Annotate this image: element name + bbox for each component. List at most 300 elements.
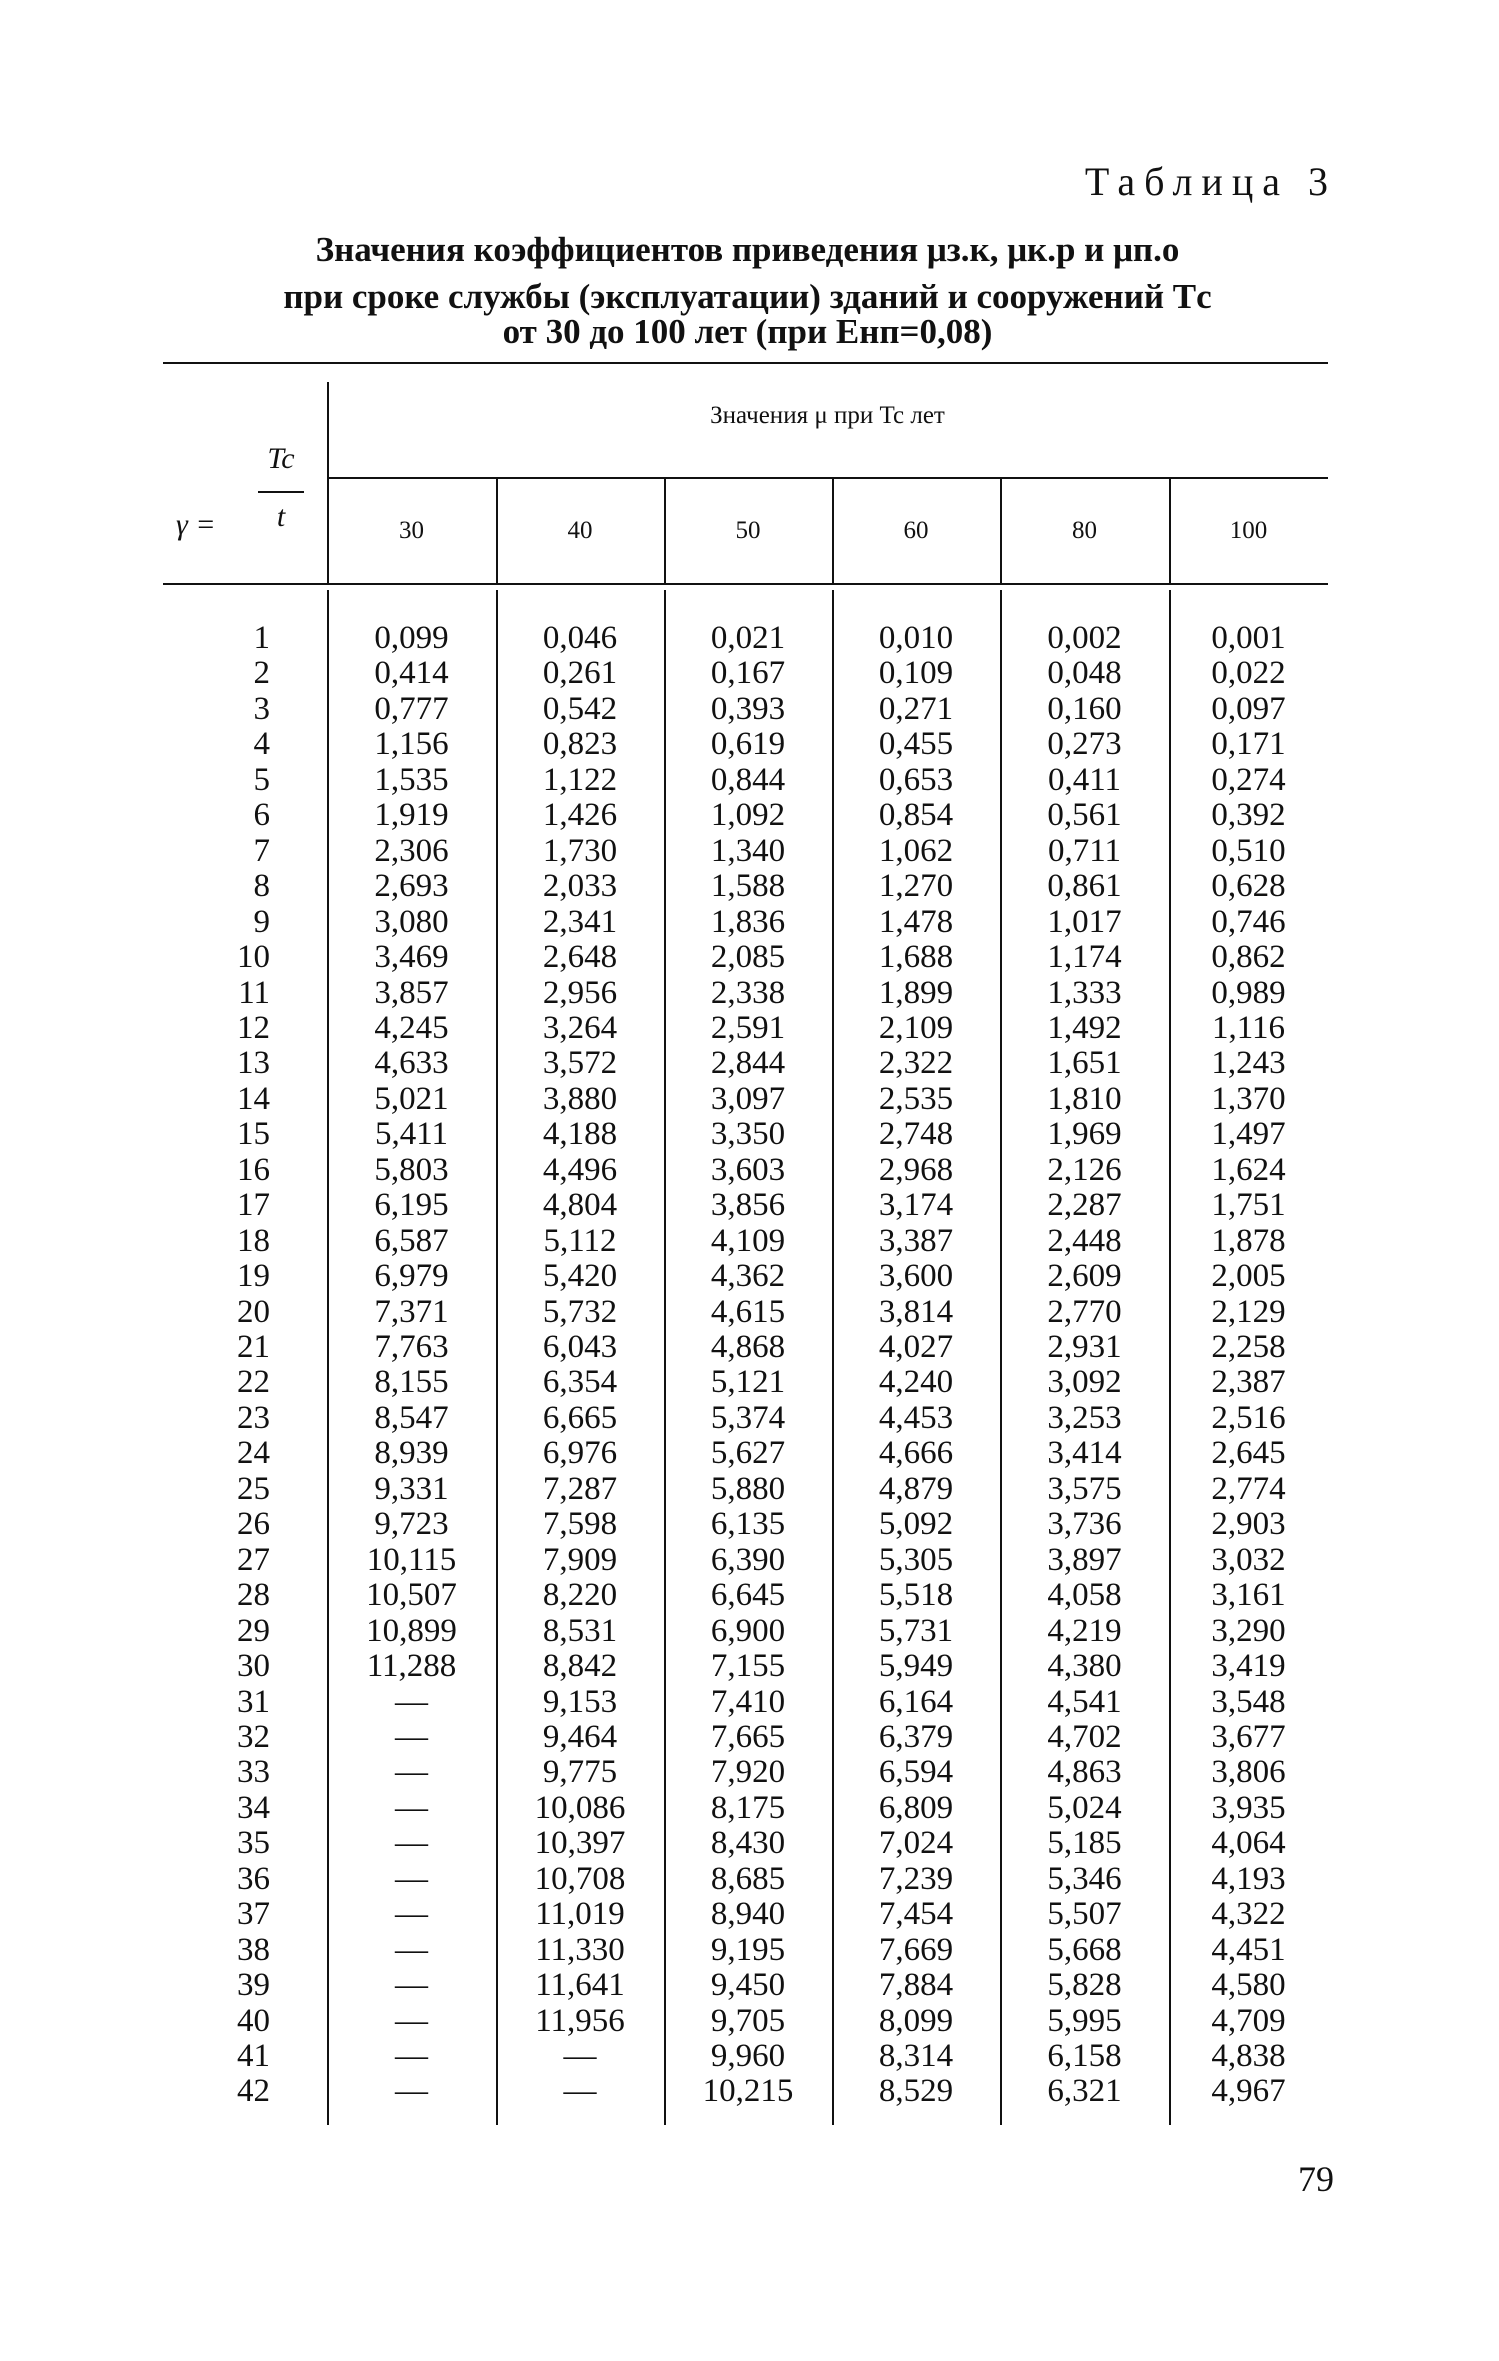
table-cell: 3,603 (710, 1151, 786, 1188)
table-cell: 10,215 (702, 2073, 794, 2110)
table-cell: 4,702 (1047, 1718, 1122, 1755)
table-cell: — (395, 1860, 428, 1897)
table-cell: — (395, 1967, 428, 2004)
gamma-value: 41 (237, 2038, 270, 2074)
table-cell: 7,410 (710, 1683, 786, 1720)
table-cell: 2,516 (1211, 1399, 1286, 1436)
gamma-value: 20 (237, 1293, 270, 1330)
table-cell: 0,160 (1047, 690, 1122, 727)
table-cell: 0,097 (1211, 690, 1286, 727)
table-cell: 1,478 (878, 903, 954, 940)
table-cell: 6,976 (542, 1435, 618, 1472)
table-cell: 8,430 (710, 1825, 786, 1862)
table-cell: 1,751 (1211, 1187, 1286, 1224)
table-cell: 4,541 (1047, 1683, 1122, 1720)
table-cell: 7,024 (878, 1825, 954, 1862)
table-cell: 2,774 (1211, 1470, 1286, 1507)
gamma-value: 27 (237, 1541, 270, 1578)
table-cell: 2,322 (878, 1045, 954, 1082)
table-cell: 6,979 (374, 1258, 449, 1295)
table-cell: 4,219 (1047, 1612, 1122, 1649)
table-cell: 8,175 (710, 1789, 786, 1826)
table-cell: 1,836 (710, 903, 786, 940)
table-cell: 1,017 (1047, 903, 1122, 940)
table-cell: 6,665 (542, 1399, 618, 1436)
table-cell: 4,633 (374, 1045, 449, 1082)
table-cell: 0,171 (1211, 726, 1286, 763)
gamma-value: 10 (237, 939, 270, 976)
table-cell: 6,900 (710, 1612, 786, 1649)
table-cell: 1,122 (542, 761, 618, 798)
table-cell: 6,043 (542, 1329, 618, 1365)
table-cell: 2,448 (1047, 1222, 1122, 1259)
table-cell: 10,397 (534, 1825, 626, 1862)
gamma-value: 13 (237, 1045, 270, 1082)
table-cell: 3,290 (1211, 1612, 1286, 1649)
table-cell: 4,109 (710, 1222, 786, 1259)
table-cell: 0,862 (1211, 939, 1286, 976)
gamma-value: 3 (253, 690, 270, 727)
table-cell: 9,705 (710, 2002, 786, 2039)
table-cell: — (395, 1825, 428, 1862)
table-cell: 4,322 (1211, 1896, 1286, 1933)
gamma-value: 1 (253, 620, 270, 656)
table-cell: 6,379 (878, 1718, 954, 1755)
table-cell: 5,112 (543, 1222, 617, 1259)
table-cell: 2,968 (878, 1151, 954, 1188)
table-cell: 1,174 (1047, 939, 1122, 976)
table-cell: 7,669 (878, 1931, 954, 1968)
table-cell: 4,709 (1211, 2002, 1286, 2039)
table-cell: 0,010 (878, 620, 954, 656)
table-cell: 9,450 (710, 1967, 786, 2004)
table-cell: 8,685 (710, 1860, 786, 1897)
gamma-value: 7 (253, 832, 270, 869)
table-cell: 0,271 (878, 690, 954, 727)
table-cell: 3,575 (1047, 1470, 1122, 1507)
table-cell: 3,677 (1211, 1718, 1286, 1755)
gamma-value: 5 (253, 761, 270, 798)
table-cell: 0,854 (878, 797, 954, 834)
table-cell: 4,451 (1211, 1931, 1286, 1968)
table-cell: — (395, 1683, 428, 1720)
table-cell: 4,245 (374, 1009, 449, 1046)
gamma-value: 40 (237, 2002, 270, 2039)
table-cell: 4,193 (1211, 1860, 1286, 1897)
table-cell: 1,878 (1211, 1222, 1286, 1259)
table-cell: 0,046 (542, 620, 618, 656)
table-cell: 3,387 (878, 1222, 954, 1259)
table-cell: 7,920 (710, 1754, 786, 1791)
gamma-value: 35 (237, 1825, 270, 1862)
column-header-80: 80 (1072, 517, 1097, 544)
table-cell: 0,411 (1047, 761, 1122, 798)
table-cell: 7,287 (542, 1470, 618, 1507)
table-cell: 2,129 (1211, 1293, 1286, 1330)
gamma-value: 37 (237, 1896, 270, 1933)
table-cell: 1,156 (374, 726, 449, 763)
table-cell: 4,027 (878, 1329, 954, 1365)
column-header-60: 60 (903, 517, 929, 544)
table-cell: 4,868 (710, 1329, 786, 1365)
gamma-value: 24 (237, 1435, 270, 1472)
table-cell: 3,092 (1047, 1364, 1122, 1401)
table-cell: 11,288 (366, 1648, 457, 1685)
caption-line-3: от 30 до 100 лет (при Eнп=0,08) (502, 312, 993, 351)
gamma-label: γ = (176, 508, 216, 541)
table-cell: 1,899 (878, 974, 954, 1011)
table-cell: 3,897 (1047, 1541, 1122, 1578)
table-cell: 1,810 (1047, 1080, 1122, 1117)
table-cell: 0,001 (1211, 620, 1286, 656)
table-cell: 0,109 (878, 655, 954, 692)
table-cell: 3,935 (1211, 1789, 1286, 1826)
table-cell: 0,989 (1211, 974, 1286, 1011)
table-cell: 5,420 (542, 1258, 618, 1295)
table-cell: 1,092 (710, 797, 786, 834)
table-cell: 4,058 (1047, 1577, 1122, 1614)
gamma-value: 12 (237, 1009, 270, 1046)
table-cell: 11,019 (535, 1896, 625, 1933)
table-cell: 7,371 (374, 1293, 449, 1330)
table-cell: 2,338 (710, 974, 786, 1011)
table-cell: 1,492 (1047, 1009, 1122, 1046)
table-cell: 4,453 (878, 1399, 954, 1436)
table-cell: 8,314 (878, 2038, 954, 2074)
table-cell: 1,969 (1047, 1116, 1122, 1153)
header-sub-rule (327, 477, 1328, 479)
table-cell: 0,619 (710, 726, 786, 763)
caption-line-1: Значения коэффициентов приведения μз.к, μк.р и μп.о (315, 230, 1180, 269)
table-cell: 9,723 (374, 1506, 449, 1543)
table-cell: 5,092 (878, 1506, 954, 1543)
table-cell: 5,995 (1047, 2002, 1122, 2039)
table-cell: — (395, 2073, 428, 2110)
table-cell: 7,598 (542, 1506, 618, 1543)
table-cell: 5,185 (1047, 1825, 1122, 1862)
table-cell: 2,770 (1047, 1293, 1122, 1330)
table-cell: 6,195 (374, 1187, 449, 1224)
table-cell: 5,803 (374, 1151, 449, 1188)
gamma-value: 23 (237, 1399, 270, 1436)
table-cell: 5,507 (1047, 1896, 1122, 1933)
table-cell: 0,273 (1047, 726, 1122, 763)
table-cell: 11,641 (535, 1967, 625, 2004)
table-cell: 0,628 (1211, 868, 1286, 905)
gamma-value: 16 (237, 1151, 270, 1188)
table-cell: 2,693 (374, 868, 449, 905)
table-cell: — (395, 1789, 428, 1826)
gamma-value: 39 (237, 1967, 270, 2004)
table-cell: 4,666 (878, 1435, 954, 1472)
gamma-value: 32 (237, 1718, 270, 1755)
table-cell: 3,880 (542, 1080, 618, 1117)
table-cell: — (395, 1718, 428, 1755)
table-cell: 4,804 (542, 1187, 618, 1224)
table-cell: 6,390 (710, 1541, 786, 1578)
table-cell: 9,775 (542, 1754, 618, 1791)
table-cell: 0,561 (1047, 797, 1122, 834)
table-cell: 0,099 (374, 620, 449, 656)
table-cell: 6,809 (878, 1789, 954, 1826)
table-cell: 5,374 (710, 1399, 786, 1436)
column-header-100: 100 (1229, 517, 1268, 544)
table-cell: 8,531 (542, 1612, 618, 1649)
table-cell: — (395, 1931, 428, 1968)
table-cell: 10,899 (366, 1612, 457, 1649)
table-cell: 11,330 (535, 1931, 625, 1968)
table-cell: 3,857 (374, 974, 449, 1011)
gamma-value: 28 (237, 1577, 270, 1614)
table-cell: 6,354 (542, 1364, 618, 1401)
table-cell: 6,164 (878, 1683, 954, 1720)
table-cell: 1,497 (1211, 1116, 1286, 1153)
table-cell: 7,884 (878, 1967, 954, 2004)
table-cell: 5,949 (878, 1648, 954, 1685)
table-cell: 4,380 (1047, 1648, 1122, 1685)
table-cell: 4,064 (1211, 1825, 1286, 1862)
table-cell: 8,529 (878, 2073, 954, 2110)
table-cell: 2,931 (1047, 1329, 1122, 1365)
table-cell: 0,414 (374, 655, 449, 692)
table-cell: 4,967 (1211, 2073, 1286, 2110)
table-cell: 0,510 (1211, 832, 1286, 869)
gamma-value: 31 (237, 1683, 270, 1720)
table-cell: 8,220 (542, 1577, 618, 1614)
table-cell: 1,340 (710, 832, 786, 869)
table-cell: 2,748 (878, 1116, 954, 1153)
table-cell: 5,305 (878, 1541, 954, 1578)
table-cell: 3,548 (1211, 1683, 1286, 1720)
table-cell: 4,879 (878, 1470, 954, 1507)
table-cell: 5,411 (374, 1116, 449, 1153)
gamma-value: 22 (237, 1364, 270, 1401)
table-cell: 0,844 (710, 761, 786, 798)
table-cell: 3,174 (878, 1187, 954, 1224)
table-cell: 8,547 (374, 1399, 449, 1436)
table-cell: 2,591 (710, 1009, 786, 1046)
group-header: Значения μ при Tc лет (710, 402, 945, 429)
gamma-value: 25 (237, 1470, 270, 1507)
table-cell: 10,086 (534, 1789, 626, 1826)
table-cell: 2,287 (1047, 1187, 1122, 1224)
table-cell: 3,253 (1047, 1399, 1122, 1436)
table-cell: 1,370 (1211, 1080, 1286, 1117)
gamma-value: 14 (237, 1080, 270, 1117)
table-cell: 5,024 (1047, 1789, 1122, 1826)
table-cell: 0,542 (542, 690, 618, 727)
gamma-value: 30 (237, 1648, 270, 1685)
table-cell: 3,469 (374, 939, 449, 976)
table-cell: 6,321 (1047, 2073, 1122, 2110)
gamma-value: 8 (253, 868, 270, 905)
table-cell: 6,158 (1047, 2038, 1122, 2074)
table-cell: 1,270 (878, 868, 954, 905)
table-cell: 0,823 (542, 726, 618, 763)
column-header-40: 40 (567, 517, 593, 544)
table-cell: 9,195 (710, 1931, 786, 1968)
table-cell: 6,587 (374, 1222, 449, 1259)
table-cell: 2,341 (542, 903, 618, 940)
table-cell: 5,021 (374, 1080, 449, 1117)
table-cell: 8,099 (878, 2002, 954, 2039)
gamma-value: 38 (237, 1931, 270, 1968)
table-cell: 7,239 (878, 1860, 954, 1897)
gamma-value: 2 (253, 655, 270, 692)
table-cell: 0,653 (878, 761, 954, 798)
gamma-value: 33 (237, 1754, 270, 1791)
table-cell: 4,580 (1211, 1967, 1286, 2004)
table-cell: 2,126 (1047, 1151, 1122, 1188)
table-cell: 5,828 (1047, 1967, 1122, 2004)
gamma-denominator: t (276, 500, 286, 533)
table-cell: 0,393 (710, 690, 786, 727)
gamma-value: 42 (237, 2073, 270, 2110)
table-cell: 0,711 (1047, 832, 1122, 869)
table-cell: 1,062 (878, 832, 954, 869)
gamma-fraction-bar (258, 491, 304, 493)
table-cell: 2,387 (1211, 1364, 1286, 1401)
table-cell: 6,135 (710, 1506, 786, 1543)
table-cell: 3,032 (1211, 1541, 1286, 1578)
table-cell: 5,518 (878, 1577, 954, 1614)
column-header-50: 50 (735, 517, 761, 544)
column-rule (327, 382, 329, 583)
table-cell: 9,960 (710, 2038, 786, 2074)
gamma-value: 4 (253, 726, 270, 763)
table-cell: 7,909 (542, 1541, 618, 1578)
gamma-value: 34 (237, 1789, 270, 1826)
table-cell: 0,002 (1047, 620, 1122, 656)
table-cell: — (395, 2002, 428, 2039)
table-cell: 1,535 (374, 761, 449, 798)
table-cell: 0,021 (710, 620, 786, 656)
table-cell: 3,814 (878, 1293, 954, 1330)
table-cell: 1,688 (878, 939, 954, 976)
table-cell: 1,919 (374, 797, 449, 834)
table-cell: 3,350 (710, 1116, 786, 1153)
gamma-value: 17 (237, 1187, 270, 1224)
gamma-value: 11 (238, 974, 270, 1011)
table-cell: 7,155 (710, 1648, 786, 1685)
gamma-value: 26 (237, 1506, 270, 1543)
table-cell: 2,903 (1211, 1506, 1286, 1543)
table-cell: 2,645 (1211, 1435, 1286, 1472)
table-cell: 6,645 (710, 1577, 786, 1614)
table-cell: 2,306 (374, 832, 449, 869)
gamma-value: 6 (253, 797, 270, 834)
table-cell: 8,155 (374, 1364, 449, 1401)
table-cell: 0,392 (1211, 797, 1286, 834)
table-cell: 4,240 (878, 1364, 954, 1401)
table-cell: 1,651 (1047, 1045, 1122, 1082)
gamma-value: 9 (253, 903, 270, 940)
table-cell: 8,842 (542, 1648, 618, 1685)
table-cell: 7,763 (374, 1329, 449, 1365)
table-cell: 1,730 (542, 832, 618, 869)
table-cell: 0,261 (542, 655, 618, 692)
table-cell: 10,708 (534, 1860, 626, 1897)
table-cell: 4,496 (542, 1151, 618, 1188)
table-cell: 8,939 (374, 1435, 449, 1472)
table-cell: 1,426 (542, 797, 618, 834)
table-cell: 3,080 (374, 903, 449, 940)
table-cell: 1,624 (1211, 1151, 1286, 1188)
table-top-rule (163, 362, 1328, 364)
table-cell: 3,736 (1047, 1506, 1122, 1543)
table-cell: 2,033 (542, 868, 618, 905)
table-cell: 5,668 (1047, 1931, 1122, 1968)
table-cell: 2,956 (542, 974, 618, 1011)
gamma-value: 15 (237, 1116, 270, 1153)
table-cell: 2,109 (878, 1009, 954, 1046)
gamma-value: 18 (237, 1222, 270, 1259)
table-cell: 0,274 (1211, 761, 1286, 798)
table-cell: 8,940 (710, 1896, 786, 1933)
table-cell: 0,777 (374, 690, 449, 727)
table-cell: 3,097 (710, 1080, 786, 1117)
table-cell: 7,454 (878, 1896, 954, 1933)
table-cell: 2,258 (1211, 1329, 1286, 1365)
gamma-value: 21 (237, 1329, 270, 1365)
table-cell: 5,627 (710, 1435, 786, 1472)
column-header-30: 30 (399, 517, 424, 544)
table-cell: 0,167 (710, 655, 786, 692)
table-cell: 0,746 (1211, 903, 1286, 940)
table-cell: 6,594 (878, 1754, 954, 1791)
table-cell: — (395, 1896, 428, 1933)
table-cell: — (395, 1754, 428, 1791)
table-cell: 11,956 (535, 2002, 625, 2039)
table-cell: 3,806 (1211, 1754, 1286, 1791)
table-cell: 1,116 (1211, 1009, 1286, 1046)
table-cell: 2,535 (878, 1080, 954, 1117)
table-cell: 2,648 (542, 939, 618, 976)
table-cell: 3,419 (1211, 1648, 1286, 1685)
table-cell: 3,414 (1047, 1435, 1122, 1472)
table-cell: 0,048 (1047, 655, 1122, 692)
table-cell: 3,161 (1211, 1577, 1286, 1614)
table-cell: 3,572 (542, 1045, 618, 1082)
table-cell: 9,153 (542, 1683, 618, 1720)
table-cell: 5,346 (1047, 1860, 1122, 1897)
table-cell: 4,615 (710, 1293, 786, 1330)
table-cell: 5,731 (878, 1612, 954, 1649)
table-cell: 0,022 (1211, 655, 1286, 692)
table-cell: 5,880 (710, 1470, 786, 1507)
table-cell: 4,838 (1211, 2038, 1286, 2074)
table-cell: — (395, 2038, 428, 2074)
table-cell: 1,333 (1047, 974, 1122, 1011)
table-cell: 7,665 (710, 1718, 786, 1755)
table-cell: 3,600 (878, 1258, 954, 1295)
table-cell: 9,464 (542, 1718, 618, 1755)
gamma-value: 29 (237, 1612, 270, 1649)
table-cell: 4,362 (710, 1258, 786, 1295)
table-cell: 4,188 (542, 1116, 618, 1153)
table-cell: 3,264 (542, 1009, 618, 1046)
table-cell: 10,507 (366, 1577, 457, 1614)
caption-line-2: при сроке службы (эксплуатации) зданий и сооружений Tс (283, 277, 1212, 316)
table-cell: 9,331 (374, 1470, 449, 1507)
table-cell: 3,856 (710, 1187, 786, 1224)
table-cell: 2,085 (710, 939, 786, 976)
table-cell: 5,732 (542, 1293, 618, 1330)
gamma-value: 19 (237, 1258, 270, 1295)
table-cell: — (563, 2073, 597, 2110)
table-cell: 2,005 (1211, 1258, 1286, 1295)
table-label: Таблица 3 (1084, 159, 1337, 204)
